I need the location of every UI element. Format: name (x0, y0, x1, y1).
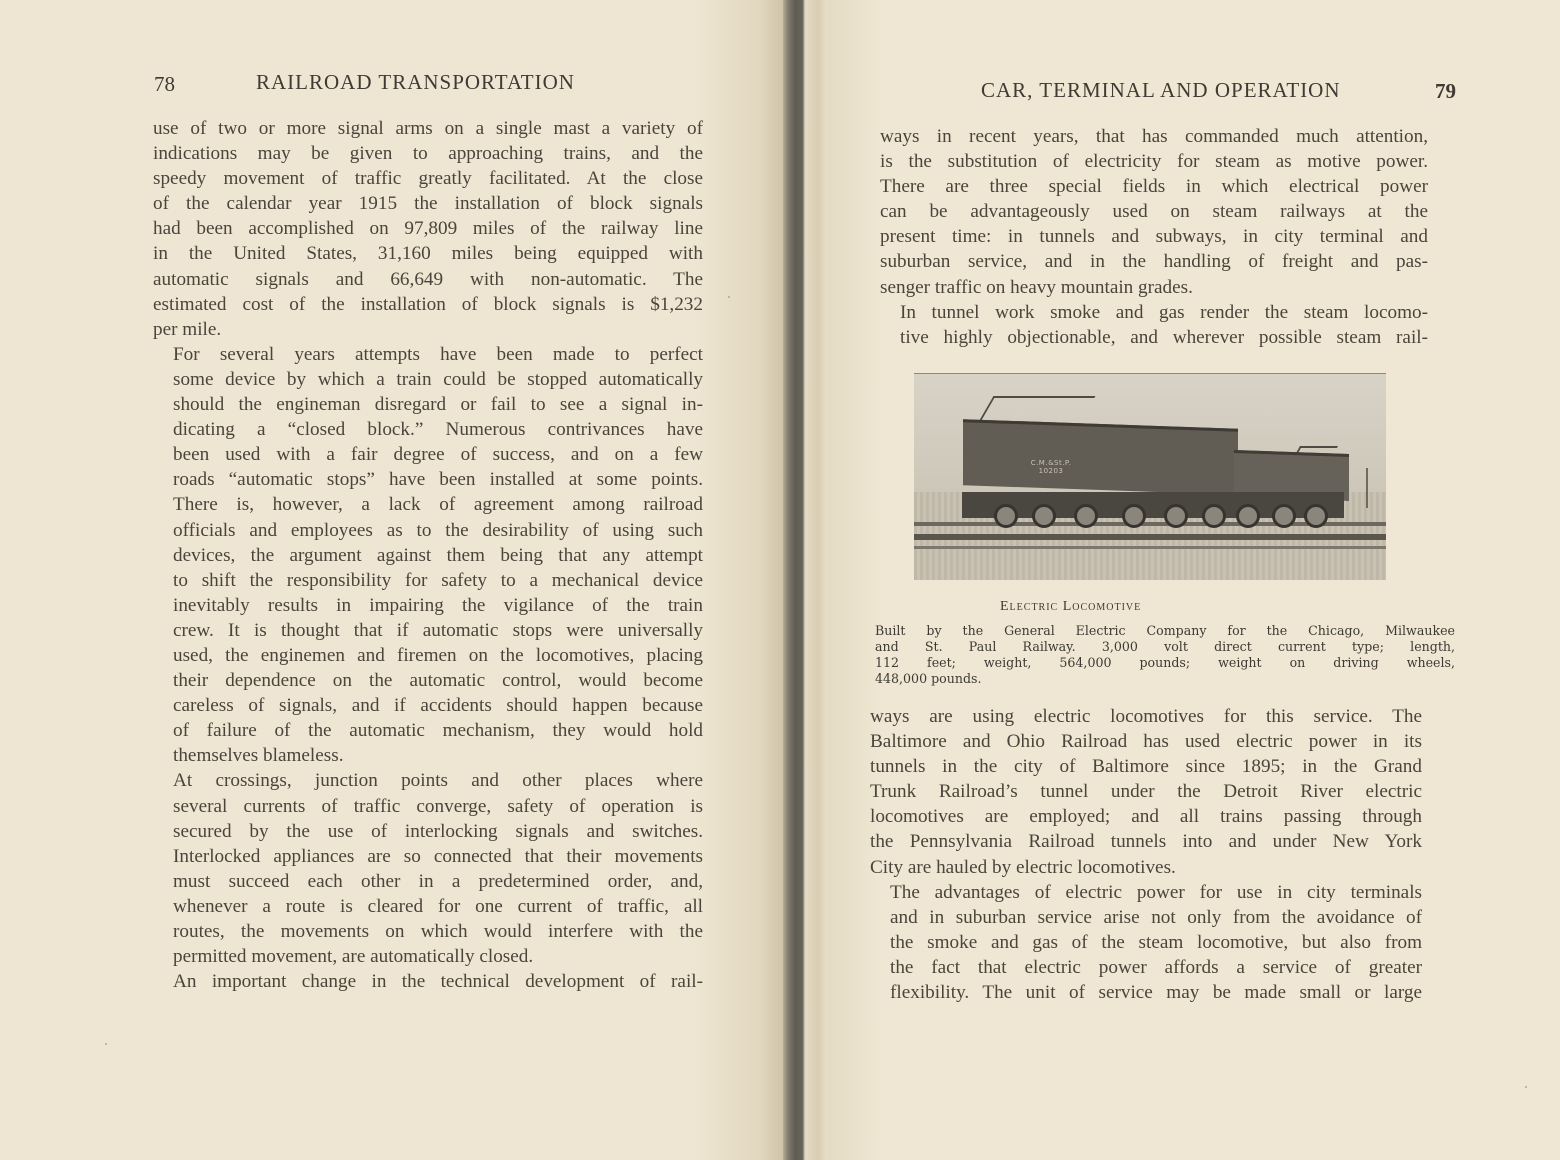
text-line: used, the enginemen and firemen on the locomotives, placing (173, 644, 703, 666)
text-line: some device by which a train could be stopped automatically (173, 368, 703, 390)
text-line: crew. It is thought that if automatic stops were universally (173, 619, 703, 641)
text-line: of failure of the automatic mechanism, they would hold (173, 720, 703, 742)
electric-locomotive-photo (914, 373, 1386, 580)
text-line: can be advantageously used on steam railways at the (880, 201, 1428, 223)
text-line: use of two or more signal arms on a single mast a variety of (153, 118, 703, 139)
wheel (1164, 504, 1188, 528)
text-line: roads “automatic stops” have been installed at some points. (173, 469, 703, 491)
gutter-page-edge (805, 0, 827, 1160)
text-line: been used with a fair degree of success, and on a few (173, 444, 703, 466)
running-head: CAR, TERMINAL AND OPERATION (981, 78, 1341, 102)
text-line: locomotives are employed; and all trains passing through (870, 806, 1422, 828)
text-line: in the United States, 31,160 miles being equipped with (153, 243, 703, 265)
text-line: must succeed each other in a predetermined order, and, (173, 870, 703, 892)
text-line: For several years attempts have been made to perfect (173, 343, 703, 365)
right-page (790, 0, 1560, 1160)
paragraph (870, 880, 1422, 1005)
paragraph (870, 704, 1422, 880)
text-line: speedy movement of traffic greatly facilitated. At the close (153, 168, 703, 190)
text-line: suburban service, and in the handling of freight and pas- (880, 251, 1428, 273)
locomotive-lettering: C.M.&St.P. 10203 (1030, 459, 1072, 475)
text-line: An important change in the technical development of rail- (173, 971, 703, 993)
text-line: ways in recent years, that has commanded much attention, (880, 126, 1428, 147)
text-line: the fact that electric power affords a service of greater (890, 956, 1422, 978)
text-line: tive highly objectionable, and wherever possible steam rail- (900, 326, 1428, 348)
rail-track (914, 546, 1386, 549)
text-line: Trunk Railroad’s tunnel under the Detroit River electric (870, 781, 1422, 803)
text-line: estimated cost of the installation of block signals is $1,232 (153, 293, 703, 315)
text-line: In tunnel work smoke and gas render the steam locomo- (900, 301, 1428, 323)
wheel (1074, 504, 1098, 528)
figure-caption-title: Electric Locomotive (1000, 599, 1142, 614)
text-line: had been accomplished on 97,809 miles of the railway line (153, 218, 703, 240)
rail-track (914, 534, 1386, 540)
text-line: secured by the use of interlocking signals and switches. (173, 820, 703, 842)
wheel (994, 504, 1018, 528)
text-line: should the engineman disregard or fail to see a signal in- (173, 394, 703, 416)
caption-line: and St. Paul Railway. 3,000 volt direct current type; length, (875, 639, 1455, 654)
paragraph (880, 300, 1428, 350)
text-line: the smoke and gas of the steam locomotive, but also from (890, 931, 1422, 953)
paragraph (153, 768, 703, 969)
text-line: routes, the movements on which would interfere with the (173, 921, 703, 942)
text-line: flexibility. The unit of service may be made small or large (890, 982, 1422, 1004)
page-number: 79 (1435, 79, 1456, 103)
wheel (1236, 504, 1260, 528)
text-line: The advantages of electric power for use in city terminals (890, 881, 1422, 903)
locomotive-cab-front (963, 419, 1238, 495)
wheel (1202, 504, 1226, 528)
text-line: themselves blameless. (173, 745, 344, 767)
text-line: careless of signals, and if accidents should happen because (173, 695, 703, 717)
text-line: At crossings, junction points and other places where (173, 770, 703, 792)
text-line: senger traffic on heavy mountain grades. (880, 276, 1193, 298)
text-line: indications may be given to approaching trains, and the (153, 143, 703, 165)
caption-line: Built by the General Electric Company for the Chicago, Milwaukee (875, 623, 1455, 638)
caption-line: 112 feet; weight, 564,000 pounds; weight on driving wheels, (875, 655, 1455, 670)
text-line: inevitably results in impairing the vigilance of the train (173, 594, 703, 616)
text-line: the Pennsylvania Railroad tunnels into and under New York (870, 831, 1422, 853)
text-line: City are hauled by electric locomotives. (870, 856, 1176, 878)
body-text-top (880, 124, 1428, 350)
text-line: ways are using electric locomotives for this service. The (870, 706, 1422, 727)
text-line: tunnels in the city of Baltimore since 1895; in the Grand (870, 756, 1422, 778)
text-line: whenever a route is cleared for one current of traffic, all (173, 895, 703, 917)
text-line: Baltimore and Ohio Railroad has used electric power in its (870, 731, 1422, 753)
text-line: of the calendar year 1915 the installation of block signals (153, 193, 703, 215)
body-text-bottom (870, 704, 1422, 1005)
paragraph (880, 124, 1428, 300)
text-line: officials and employees as to the desirability of using such (173, 519, 703, 541)
text-line: and in suburban service arise not only from the avoidance of (890, 906, 1422, 928)
text-line: There is, however, a lack of agreement among railroad (173, 494, 703, 516)
paper-speck (1525, 1086, 1527, 1088)
caption-line: 448,000 pounds. (875, 671, 982, 686)
pantograph (978, 396, 1095, 422)
text-line: dicating a “closed block.” Numerous contrivances have (173, 419, 703, 441)
text-line: automatic signals and 66,649 with non-automatic. The (153, 268, 703, 290)
paragraph (153, 342, 703, 769)
figure-caption (875, 623, 1455, 687)
text-line: permitted movement, are automatically closed. (173, 946, 534, 968)
page-number: 78 (154, 72, 175, 96)
text-line: to shift the responsibility for safety to a mechanical device (173, 569, 703, 591)
paragraph (153, 116, 703, 342)
text-line: per mile. (153, 318, 222, 340)
text-line: their dependence on the automatic control, would become (173, 670, 703, 692)
text-line: devices, the argument against them being that any attempt (173, 544, 703, 566)
telegraph-pole (1366, 468, 1368, 508)
wheel (1122, 504, 1146, 528)
paper-speck (728, 296, 730, 298)
text-line: several currents of traffic converge, safety of operation is (173, 795, 703, 817)
wheel (1032, 504, 1056, 528)
wheel (1304, 504, 1328, 528)
wheel (1272, 504, 1296, 528)
body-text (153, 116, 703, 994)
paper-speck (105, 1043, 107, 1045)
text-line: is the substitution of electricity for steam as motive power. (880, 151, 1428, 173)
text-line: Interlocked appliances are so connected that their movements (173, 845, 703, 867)
paragraph (153, 969, 703, 994)
running-head: RAILROAD TRANSPORTATION (256, 70, 575, 94)
text-line: present time: in tunnels and subways, in city terminal and (880, 226, 1428, 248)
text-line: There are three special fields in which electrical power (880, 176, 1428, 198)
